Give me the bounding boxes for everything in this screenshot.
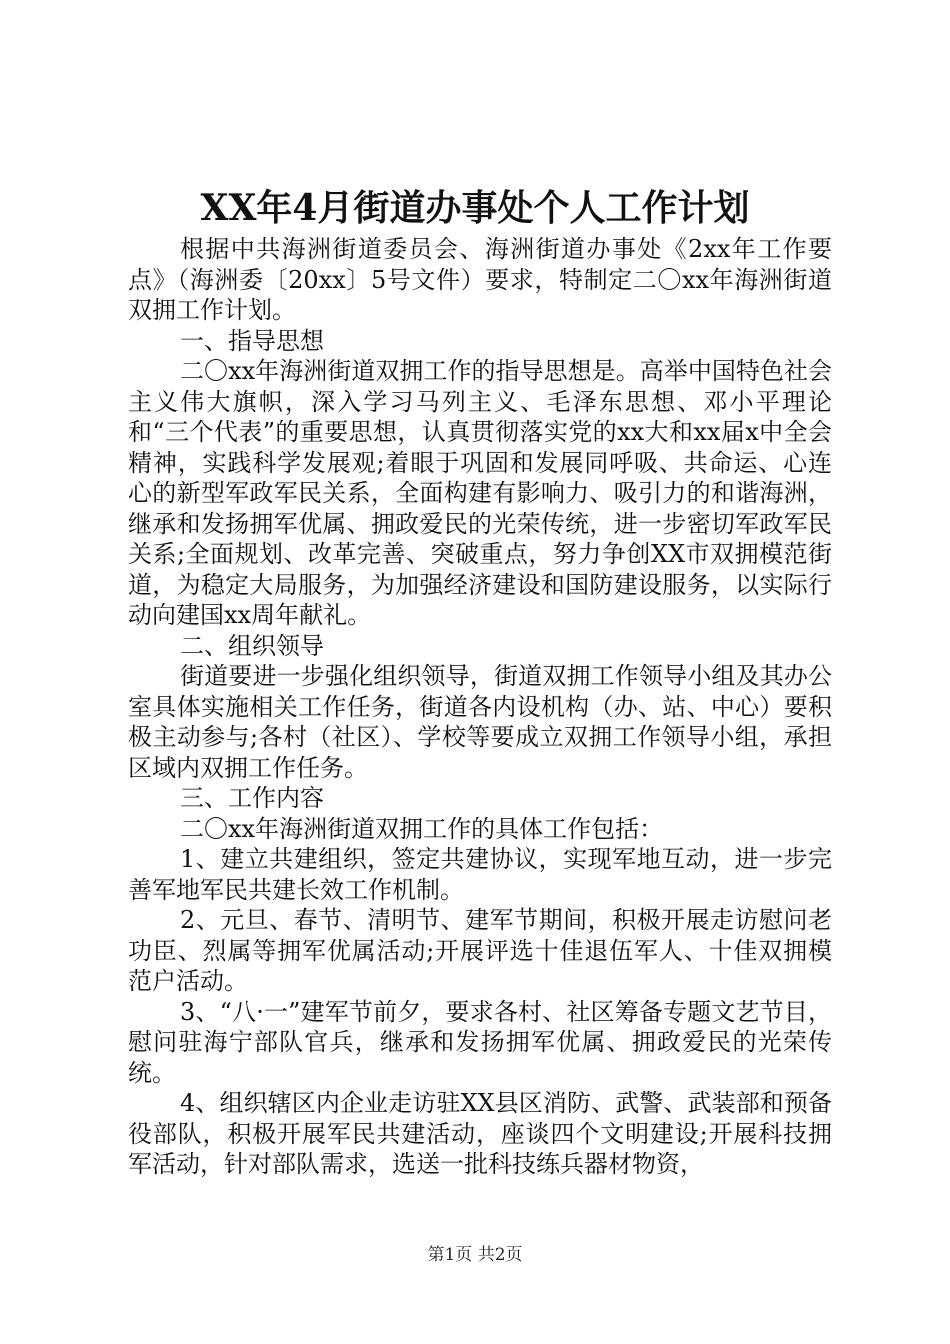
list-item-4: 4、组织辖区内企业走访驻XX县区消防、武警、武装部和预备役部队，积极开展军民共建活动，座谈四个文明建设;开展科技拥军活动，针对部队需求，选送一批科技练兵器材物资， <box>128 1089 832 1178</box>
document-body <box>128 234 832 1180</box>
paragraph-work-content-intro: 二〇xx年海洲街道双拥工作的具体工作包括： <box>180 814 664 843</box>
document-title: XX年4月街道办事处个人工作计划 <box>200 187 750 229</box>
list-item-1: 1、建立共建组织，签定共建协议，实现军地互动，进一步完善军地军民共建长效工作机制。 <box>128 845 832 904</box>
section-heading-organization: 二、组织领导 <box>180 631 324 660</box>
list-item-3: 3、“八·一”建军节前夕，要求各村、社区筹备专题文艺节目，慰问驻海宁部队官兵，继承和发扬拥军优属、拥政爱民的光荣传统。 <box>128 997 832 1087</box>
paragraph-guiding-thought: 二〇xx年海洲街道双拥工作的指导思想是。高举中国特色社会主义伟大旗帜，深入学习马列主义、毛泽东思想、邓小平理论和“三个代表”的重要思想，认真贯彻落实党的xx大和xx届x中全会精神，实践科学发展观;着眼于巩固和发展同呼吸、共命运、心连心的新型军政军民关系，全面构建有影响力、吸引力的和谐海洲，继承和发扬拥军优属、拥政爱民的光荣传统，进一步密切军政军民关系;全面规划、改革完善、突破重点，努力争创XX市双拥模范街道，为稳定大局服务，为加强经济建设和国防建设服务，以实际行动向建国xx周年献礼。 <box>128 357 832 629</box>
paragraph-organization: 街道要进一步强化组织领导，街道双拥工作领导小组及其办公室具体实施相关工作任务，街道各内设机构（办、站、中心）要积极主动参与;各村（社区）、学校等要成立双拥工作领导小组，承担区域内双拥工作任务。 <box>128 662 832 782</box>
section-heading-work-content: 三、工作内容 <box>180 784 324 812</box>
section-heading-guiding-thought: 一、指导思想 <box>180 326 324 355</box>
list-item-2: 2、元旦、春节、清明节、建军节期间，积极开展走访慰问老功臣、烈属等拥军优属活动;开展评选十佳退伍军人、十佳双拥模范户活动。 <box>128 906 832 995</box>
paragraph-intro: 根据中共海洲街道委员会、海洲街道办事处《2xx年工作要点》（海洲委〔20xx〕5号文件）要求，特制定二〇xx年海洲街道双拥工作计划。 <box>128 235 832 324</box>
page-number-footer: 第1页 共2页 <box>427 1245 523 1265</box>
